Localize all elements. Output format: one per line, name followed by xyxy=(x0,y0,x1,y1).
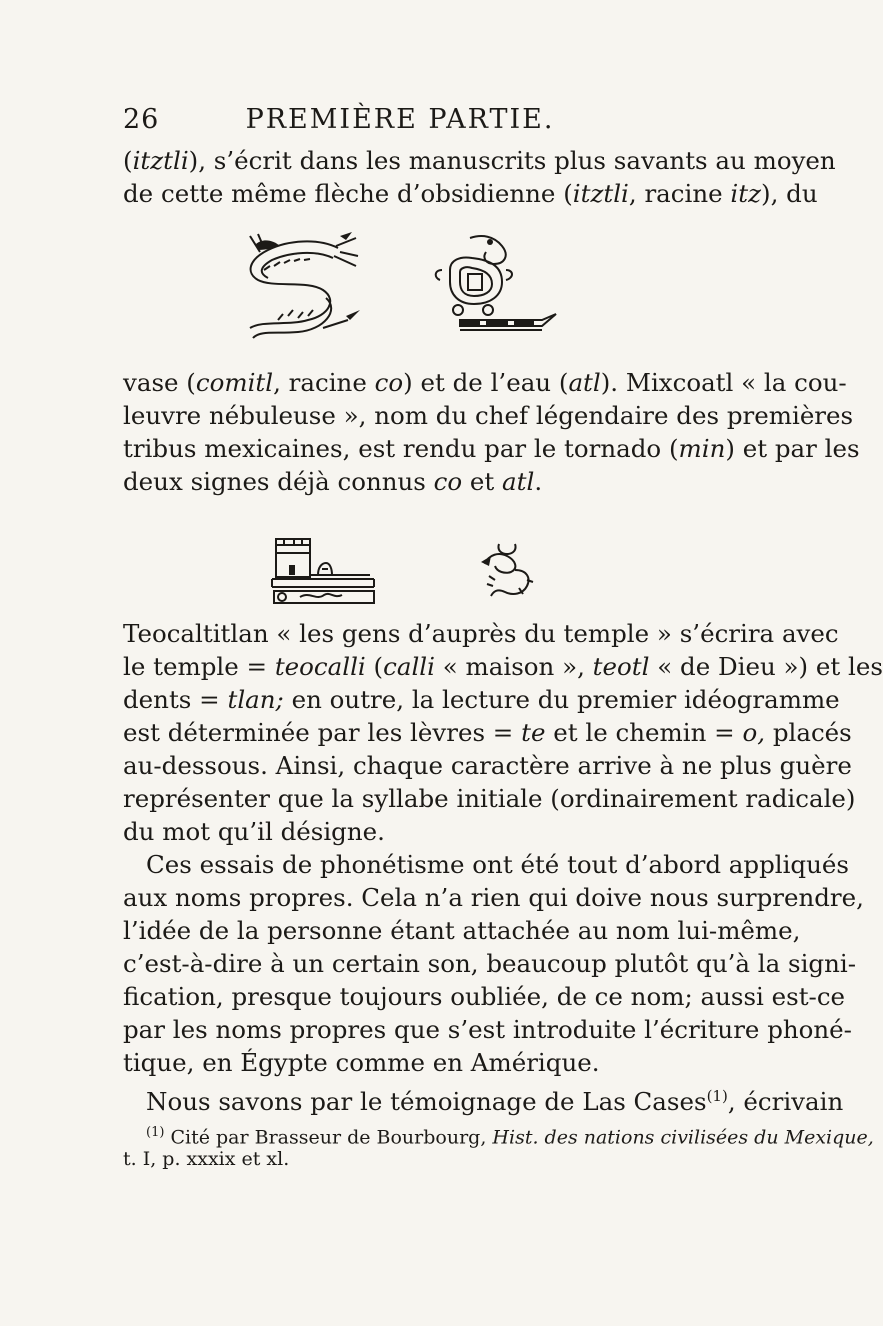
text-line: Nous savons par le témoignage de Las Cases$^{(1)}$, écrivain xyxy=(146,1087,844,1117)
text-line: leuvre nébuleuse », nom du chef légendaire des premières xyxy=(123,401,854,430)
text-line: tribus mexicaines, est rendu par le tornado (min) et par les xyxy=(123,434,860,463)
text-line: Teocaltitlan « les gens d’auprès du temple » s’écrira avec xyxy=(123,619,839,648)
text-line: par les noms propres que s’est introduite l’écriture phoné- xyxy=(123,1015,852,1044)
serpent-glyph-icon xyxy=(228,228,368,353)
text-line: (itztli), s’écrit dans les manuscrits plus savants au moyen xyxy=(123,146,836,175)
text-line: du mot qu’il désigne. xyxy=(123,817,385,846)
text-line: le temple = teocalli (calli « maison », teotl « de Dieu ») et les xyxy=(123,652,883,681)
text-line: de cette même flèche d’obsidienne (itztli, racine itz), du xyxy=(123,179,818,208)
text-line: dents = tlan; en outre, la lecture du premier idéogramme xyxy=(123,685,840,714)
running-title: PREMIÈRE PARTIE. xyxy=(245,104,555,135)
text-line: Ces essais de phonétisme ont été tout d’abord appliqués xyxy=(146,850,849,879)
footnote-ref: (1) xyxy=(706,1087,728,1105)
page-header xyxy=(0,104,800,144)
text-line: tique, en Égypte comme en Amérique. xyxy=(123,1048,600,1077)
text-line: au-dessous. Ainsi, chaque caractère arrive à ne plus guère xyxy=(123,751,852,780)
text-line: deux signes déjà connus co et atl. xyxy=(123,467,543,496)
footnote-line: t. I, p. xxxix et xl. xyxy=(123,1148,290,1170)
text-line: fication, presque toujours oubliée, de ce nom; aussi est-ce xyxy=(123,982,846,1011)
text-line: vase (comitl, racine co) et de l’eau (atl). Mixcoatl « la cou- xyxy=(123,368,847,397)
temple-glyph-icon xyxy=(270,535,400,607)
footnote: $^{(1)}$ Cité par Brasseur de Bourbourg, Hist. des nations civilisées du Mexique, xyxy=(146,1125,874,1149)
text-line: aux noms propres. Cela n’a rien qui doive nous surprendre, xyxy=(123,883,864,912)
text-line: l’idée de la personne étant attachée au nom lui-même, xyxy=(123,916,801,945)
teeth-glyph-icon xyxy=(477,540,537,600)
text-line: est déterminée par les lèvres = te et le chemin = o, placés xyxy=(123,718,852,747)
text-line: représenter que la syllabe initiale (ordinairement radicale) xyxy=(123,784,856,813)
vase-water-glyph-icon xyxy=(430,230,575,340)
text-line: c’est-à-dire à un certain son, beaucoup plutôt qu’à la signi- xyxy=(123,949,856,978)
page-number: 26 xyxy=(123,104,160,135)
